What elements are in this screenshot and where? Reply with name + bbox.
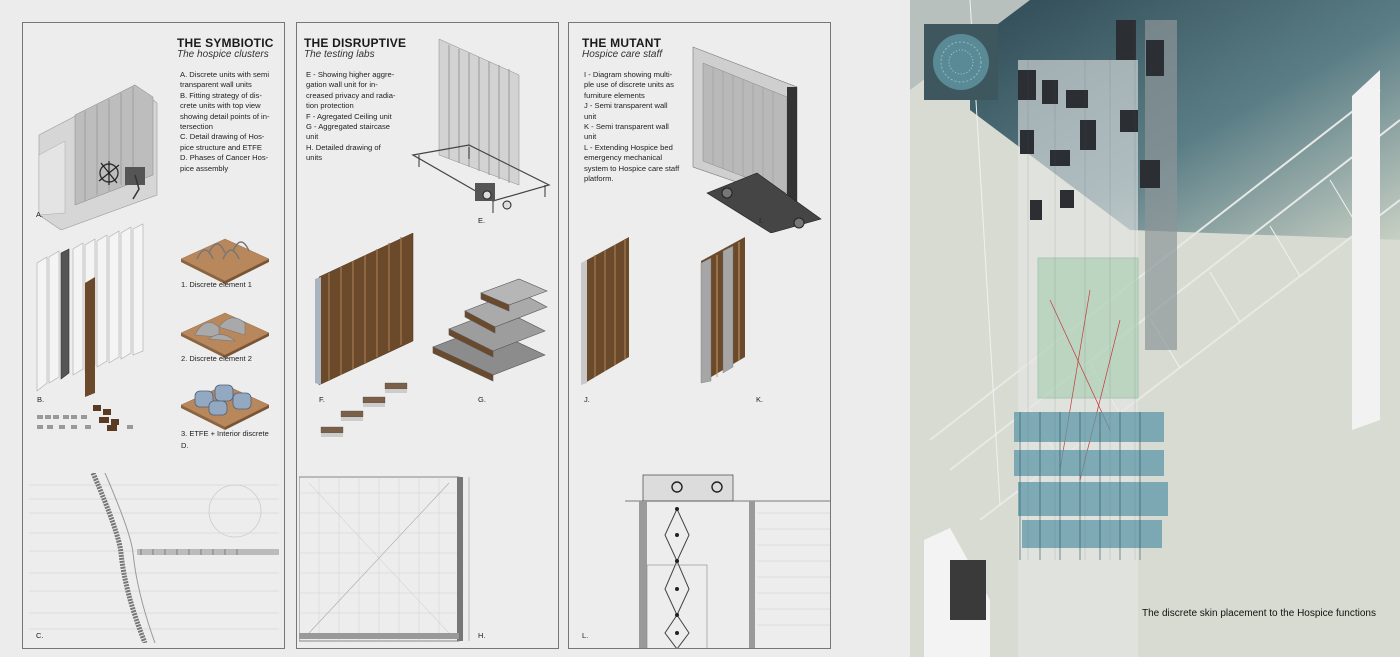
label-i: I. [759,216,764,225]
semi-transparent-wall-unit-k [695,233,755,388]
label-a: A. [36,210,44,219]
panel-title: THE MUTANT [582,36,662,50]
panel-mutant [568,22,831,649]
panel-disruptive [296,22,559,649]
label-k: K. [756,395,764,404]
panel-symbiotic [22,22,285,649]
wall-unit-axonometric-drawing [35,45,175,230]
panel-subtitle: The testing labs [304,49,375,60]
label-d: D. [181,441,189,450]
panel-title: THE DISRUPTIVE [304,36,407,50]
panel-subtitle: Hospice care staff [582,49,663,60]
hospice-bed-mechanical-system-drawing [625,473,831,649]
circular-pattern-thumbnail [924,24,998,100]
label-l: L. [582,631,589,640]
semi-transparent-wall-unit-j [579,233,639,388]
panel-description: I - Diagram showing multi- ple use of discrete units as furniture elements J - Semi transparent wall unit K - Semi transparent wall unit L - Extending Hospice bed emergency mechanical system to Hospice care staff platform. [584,70,680,184]
assembly-phase-1 [179,229,271,284]
label-e: E. [478,216,486,225]
label-b: B. [37,395,45,404]
aggregated-staircase-unit-drawing [429,273,549,383]
ceiling-unit-steps [319,373,419,443]
wall-fitting-drawing [33,223,153,398]
assembly-phase-2 [179,303,271,358]
panel-description: A. Discrete units with semi transparent wall units B. Fitting strategy of dis- crete units with top view showing detail points of in- tersection C. Detail drawing of Hos- pice structure and ETFE D. Phases of Cancer Hos- pice assembly [180,70,270,173]
caption-discrete-element-1: 1. Discrete element 1 [181,280,252,289]
caption-discrete-element-2: 2. Discrete element 2 [181,354,252,363]
label-h: H. [478,631,486,640]
top-view-strip [37,401,142,433]
assembly-phase-3 [179,373,271,431]
label-j: J. [584,395,590,404]
furniture-elements-diagram [687,43,827,233]
label-c: C. [36,631,44,640]
label-f: F. [319,395,325,404]
aggregated-wall-unit-drawing [409,35,557,230]
hospice-skin-rendering [910,0,1400,657]
circular-pattern-icon [924,24,998,100]
panel-description: E - Showing higher aggre- gation wall unit for in- creased privacy and radia- tion protection F - Agregated Ceiling unit G - Aggregated staircase unit H. Detailed drawing of units [306,70,396,163]
caption-etfe-interior: 3. ETFE + Interior discrete [181,429,269,438]
label-g: G. [478,395,486,404]
rendering-caption: The discrete skin placement to the Hospice functions [1141,608,1376,619]
panel-subtitle: The hospice clusters [177,49,269,60]
ceiling-unit-drawing [313,233,428,388]
panel-title: THE SYMBIOTIC [177,36,274,50]
hospice-structure-detail-drawing [29,473,279,643]
unit-detail-drawing [299,473,557,645]
